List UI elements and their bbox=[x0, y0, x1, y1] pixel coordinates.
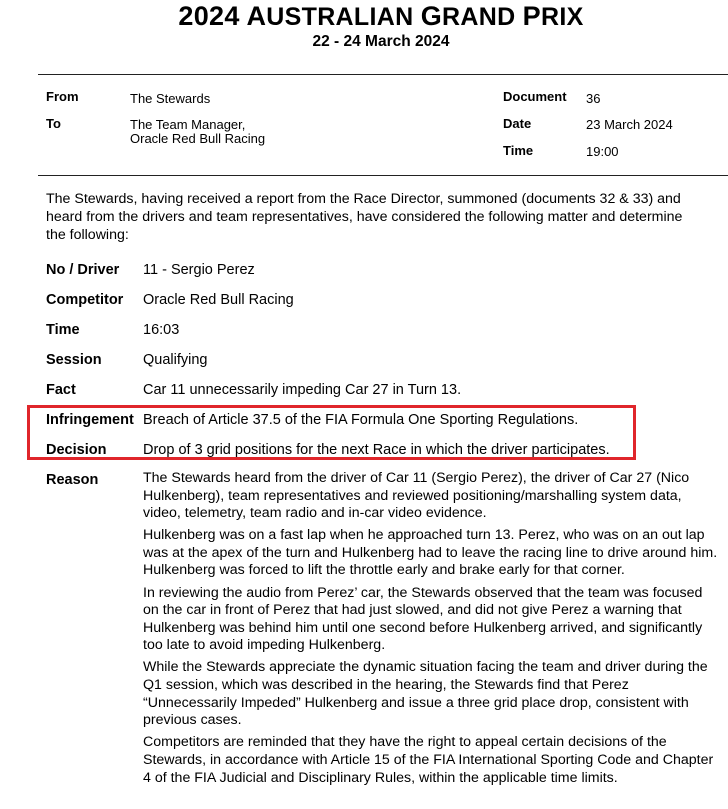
session-label: Session bbox=[46, 352, 102, 368]
intro-paragraph: The Stewards, having received a report from the Race Director, summoned (documents 32 & 33) and heard from the drivers and team representatives, have considered the following matter and determine the following: bbox=[46, 191, 683, 243]
incident-time-value: 16:03 bbox=[143, 322, 180, 338]
top-divider bbox=[38, 74, 728, 75]
competitor-value: Oracle Red Bull Racing bbox=[143, 292, 294, 308]
time-label: Time bbox=[503, 143, 534, 158]
fact-value: Car 11 unnecessarily impeding Car 27 in Turn 13. bbox=[143, 382, 462, 398]
document-header bbox=[0, 2, 728, 51]
incident-time-label: Time bbox=[46, 322, 80, 338]
to-label: To bbox=[46, 116, 61, 131]
time-value: 19:00 bbox=[586, 144, 619, 159]
reason-paragraph: The Stewards heard from the driver of Car 11 (Sergio Perez), the driver of Car 27 (Nico Hulkenberg), team representatives and reviewed positioning/marshalling system data, video, telemetry, team radio and in-car video evidence. bbox=[143, 470, 690, 522]
highlight-annotation-box bbox=[27, 405, 636, 460]
document-label: Document bbox=[503, 89, 567, 104]
event-dates: 22 - 24 March 2024 bbox=[312, 33, 450, 50]
meta-divider bbox=[38, 175, 728, 176]
reason-paragraph: While the Stewards appreciate the dynamic situation facing the team and driver during the Q1 session, which was described in the hearing, the Stewards find that Perez “Unnecessarily Impeded” Hulkenberg and issue a three grid place drop, consistent with previous cases. bbox=[143, 659, 708, 729]
competitor-label: Competitor bbox=[46, 292, 124, 308]
driver-value: 11 - Sergio Perez bbox=[143, 262, 255, 278]
date-label: Date bbox=[503, 116, 532, 131]
to-value-line1: The Team Manager, bbox=[130, 117, 246, 132]
reason-paragraph: In reviewing the audio from Perez’ car, the Stewards observed that the team was focused on the car in front of Perez that had just slowed, and did not give Perez a warning that Hulkenberg was behind him until one second before Hulkenberg arrived, and significantly too late to avoid impeding Hulkenberg. bbox=[143, 584, 703, 654]
to-value-line2: Oracle Red Bull Racing bbox=[130, 131, 266, 146]
from-value: The Stewards bbox=[130, 91, 211, 106]
driver-label: No / Driver bbox=[46, 262, 120, 278]
fact-label: Fact bbox=[46, 382, 76, 398]
decision-label: Decision bbox=[46, 442, 107, 458]
infringement-label: Infringement bbox=[46, 412, 134, 428]
infringement-value: Breach of Article 37.5 of the FIA Formula One Sporting Regulations. bbox=[143, 412, 579, 428]
document-number: 36 bbox=[586, 91, 601, 106]
reason-label: Reason bbox=[46, 472, 99, 488]
date-value: 23 March 2024 bbox=[586, 117, 673, 132]
from-label: From bbox=[46, 89, 79, 104]
reason-paragraph: Hulkenberg was on a fast lap when he approached turn 13. Perez, who was on an out lap was at the apex of the turn and Hulkenberg had to leave the racing line to drive around him. Hulkenberg was forced to lift the throttle early and brake early for that corner. bbox=[143, 527, 718, 579]
decision-value: Drop of 3 grid positions for the next Race in which the driver participates. bbox=[143, 442, 610, 458]
reason-body bbox=[143, 470, 718, 792]
document-title: 2024 AUSTRALIAN GRAND PRIX bbox=[178, 1, 584, 31]
session-value: Qualifying bbox=[143, 352, 208, 368]
reason-paragraph: Competitors are reminded that they have the right to appeal certain decisions of the Stewards, in accordance with Article 15 of the FIA International Sporting Code and Chapter 4 of the FIA Judicial and Disciplinary Rules, within the applicable time limits. bbox=[143, 734, 714, 786]
